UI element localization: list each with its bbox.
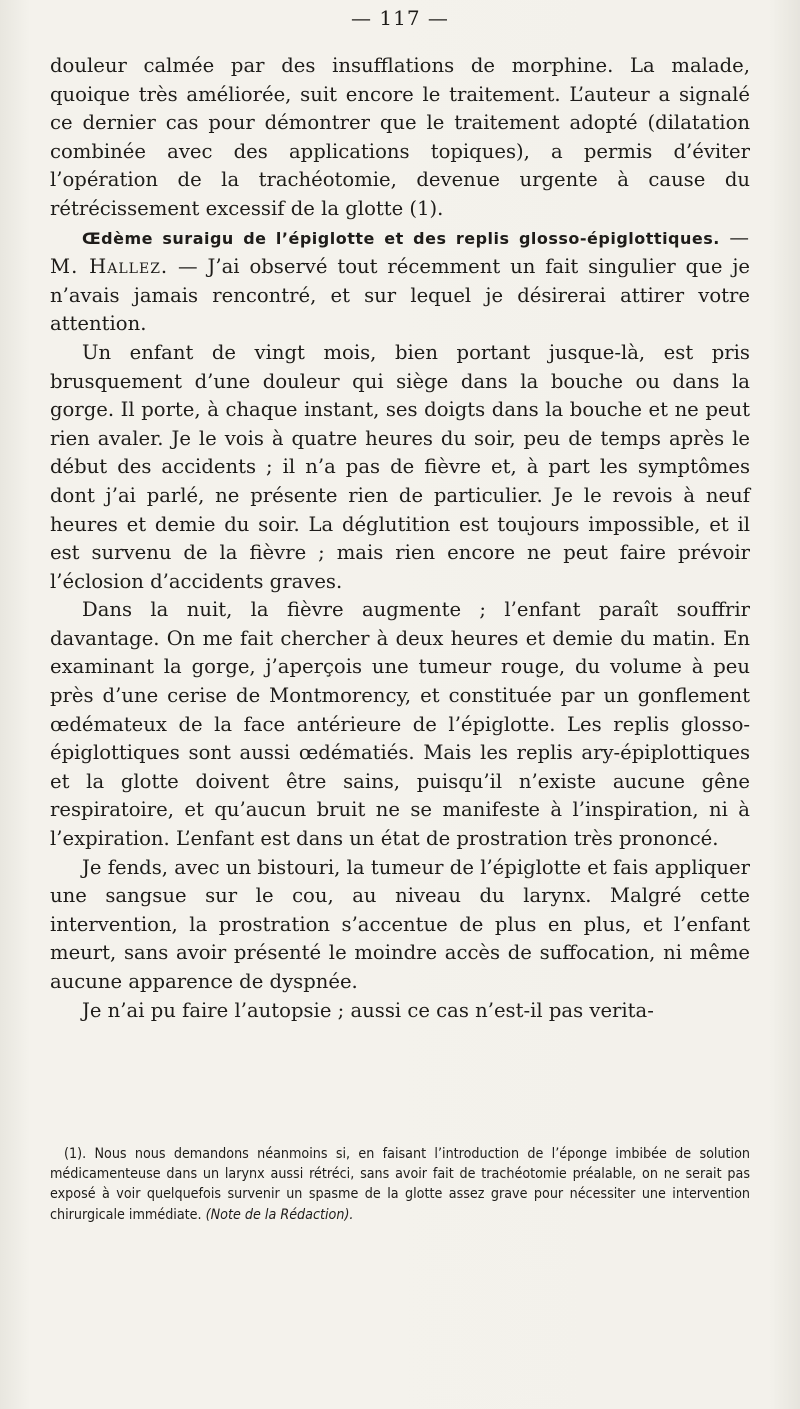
footnote-mark: (1).: [64, 1146, 87, 1162]
page-number: — 117 —: [351, 6, 449, 30]
paragraph-4: Dans la nuit, la fièvre augmente ; l’enfant paraît souffrir davantage. On me fait chercher à deux heures et demie du matin. En examinant la gorge, j’aperçois une tumeur rouge, du volume à peu près d’une cerise de Montmorency, et constituée par un gonflement œdémateux de la face antérieure de l’épiglotte. Les replis glosso-épiglottiques sont aussi œdématiés. Mais les replis ary-épiplottiques et la glotte doivent être sains, puisqu’il n’existe aucune gêne respiratoire, et qu’aucun bruit ne se manifeste à l’inspiration, ni à l’expiration. L’enfant est dans un état de prostration très prononcé.: [50, 598, 750, 851]
paragraph-2-body: — J’ai observé tout récemment un fait singulier que je n’avais jamais rencontré, et sur lequel je désirerai attirer votre attention.: [50, 255, 750, 336]
paragraph-6: Je n’ai pu faire l’autopsie ; aussi ce cas n’est-il pas verita-: [82, 998, 654, 1022]
paragraph-3: Un enfant de vingt mois, bien portant jusque-là, est pris brusquement d’une douleur qui siège dans la bouche ou dans la gorge. Il porte, à chaque instant, ses doigts dans la bouche et ne peut rien avaler. Je le vois à quatre heures du soir, peu de temps après le début des accidents ; il n’a pas de fièvre et, à part les symptômes dont j’ai parlé, ne présente rien de particulier. Je le revois à neuf heures et demie du soir. La déglutition est toujours impossible, et il est survenu de la fièvre ; mais rien encore ne peut faire prévoir l’éclosion d’accidents graves.: [50, 340, 750, 593]
section-heading: Œdème suraigu de l’épiglotte et des replis glosso-épiglottiques.: [82, 228, 720, 248]
author-name: — M. Hallez.: [50, 225, 751, 279]
paragraph-5: Je fends, avec un bistouri, la tumeur de l’épiglotte et fais appliquer une sangsue sur le cou, au niveau du larynx. Malgré cette intervention, la prostration s’accentue de plus en plus, et l’enfant meurt, sans avoir présenté le moindre accès de suffocation, ni même aucune apparence de dyspnée.: [50, 855, 750, 993]
paragraph-1: douleur calmée par des insufflations de morphine. La malade, quoique très améliorée, suit encore le traitement. L’auteur a signalé ce dernier cas pour démontrer que le traitement adopté (dilatation combinée avec des applications topiques), a permis d’éviter l’opération de la trachéotomie, devenue urgente à cause du rétrécissement excessif de la glotte (1).: [50, 54, 750, 220]
article-body: [50, 52, 750, 1025]
footnote-text: Nous nous demandons néanmoins si, en faisant l’introduction de l’éponge imbibée de solution médicamenteuse dans un larynx aussi rétréci, sans avoir fait de trachéotomie préalable, on ne serait pas exposé à voir quelquefois survenir un spasme de la glotte assez grave pour nécessiter une intervention chirurgicale immédiate.: [50, 1146, 750, 1223]
paragraph-2: [50, 224, 750, 339]
footnote-note: (Note de la Rédaction).: [205, 1206, 354, 1223]
footnote: [50, 1144, 750, 1225]
